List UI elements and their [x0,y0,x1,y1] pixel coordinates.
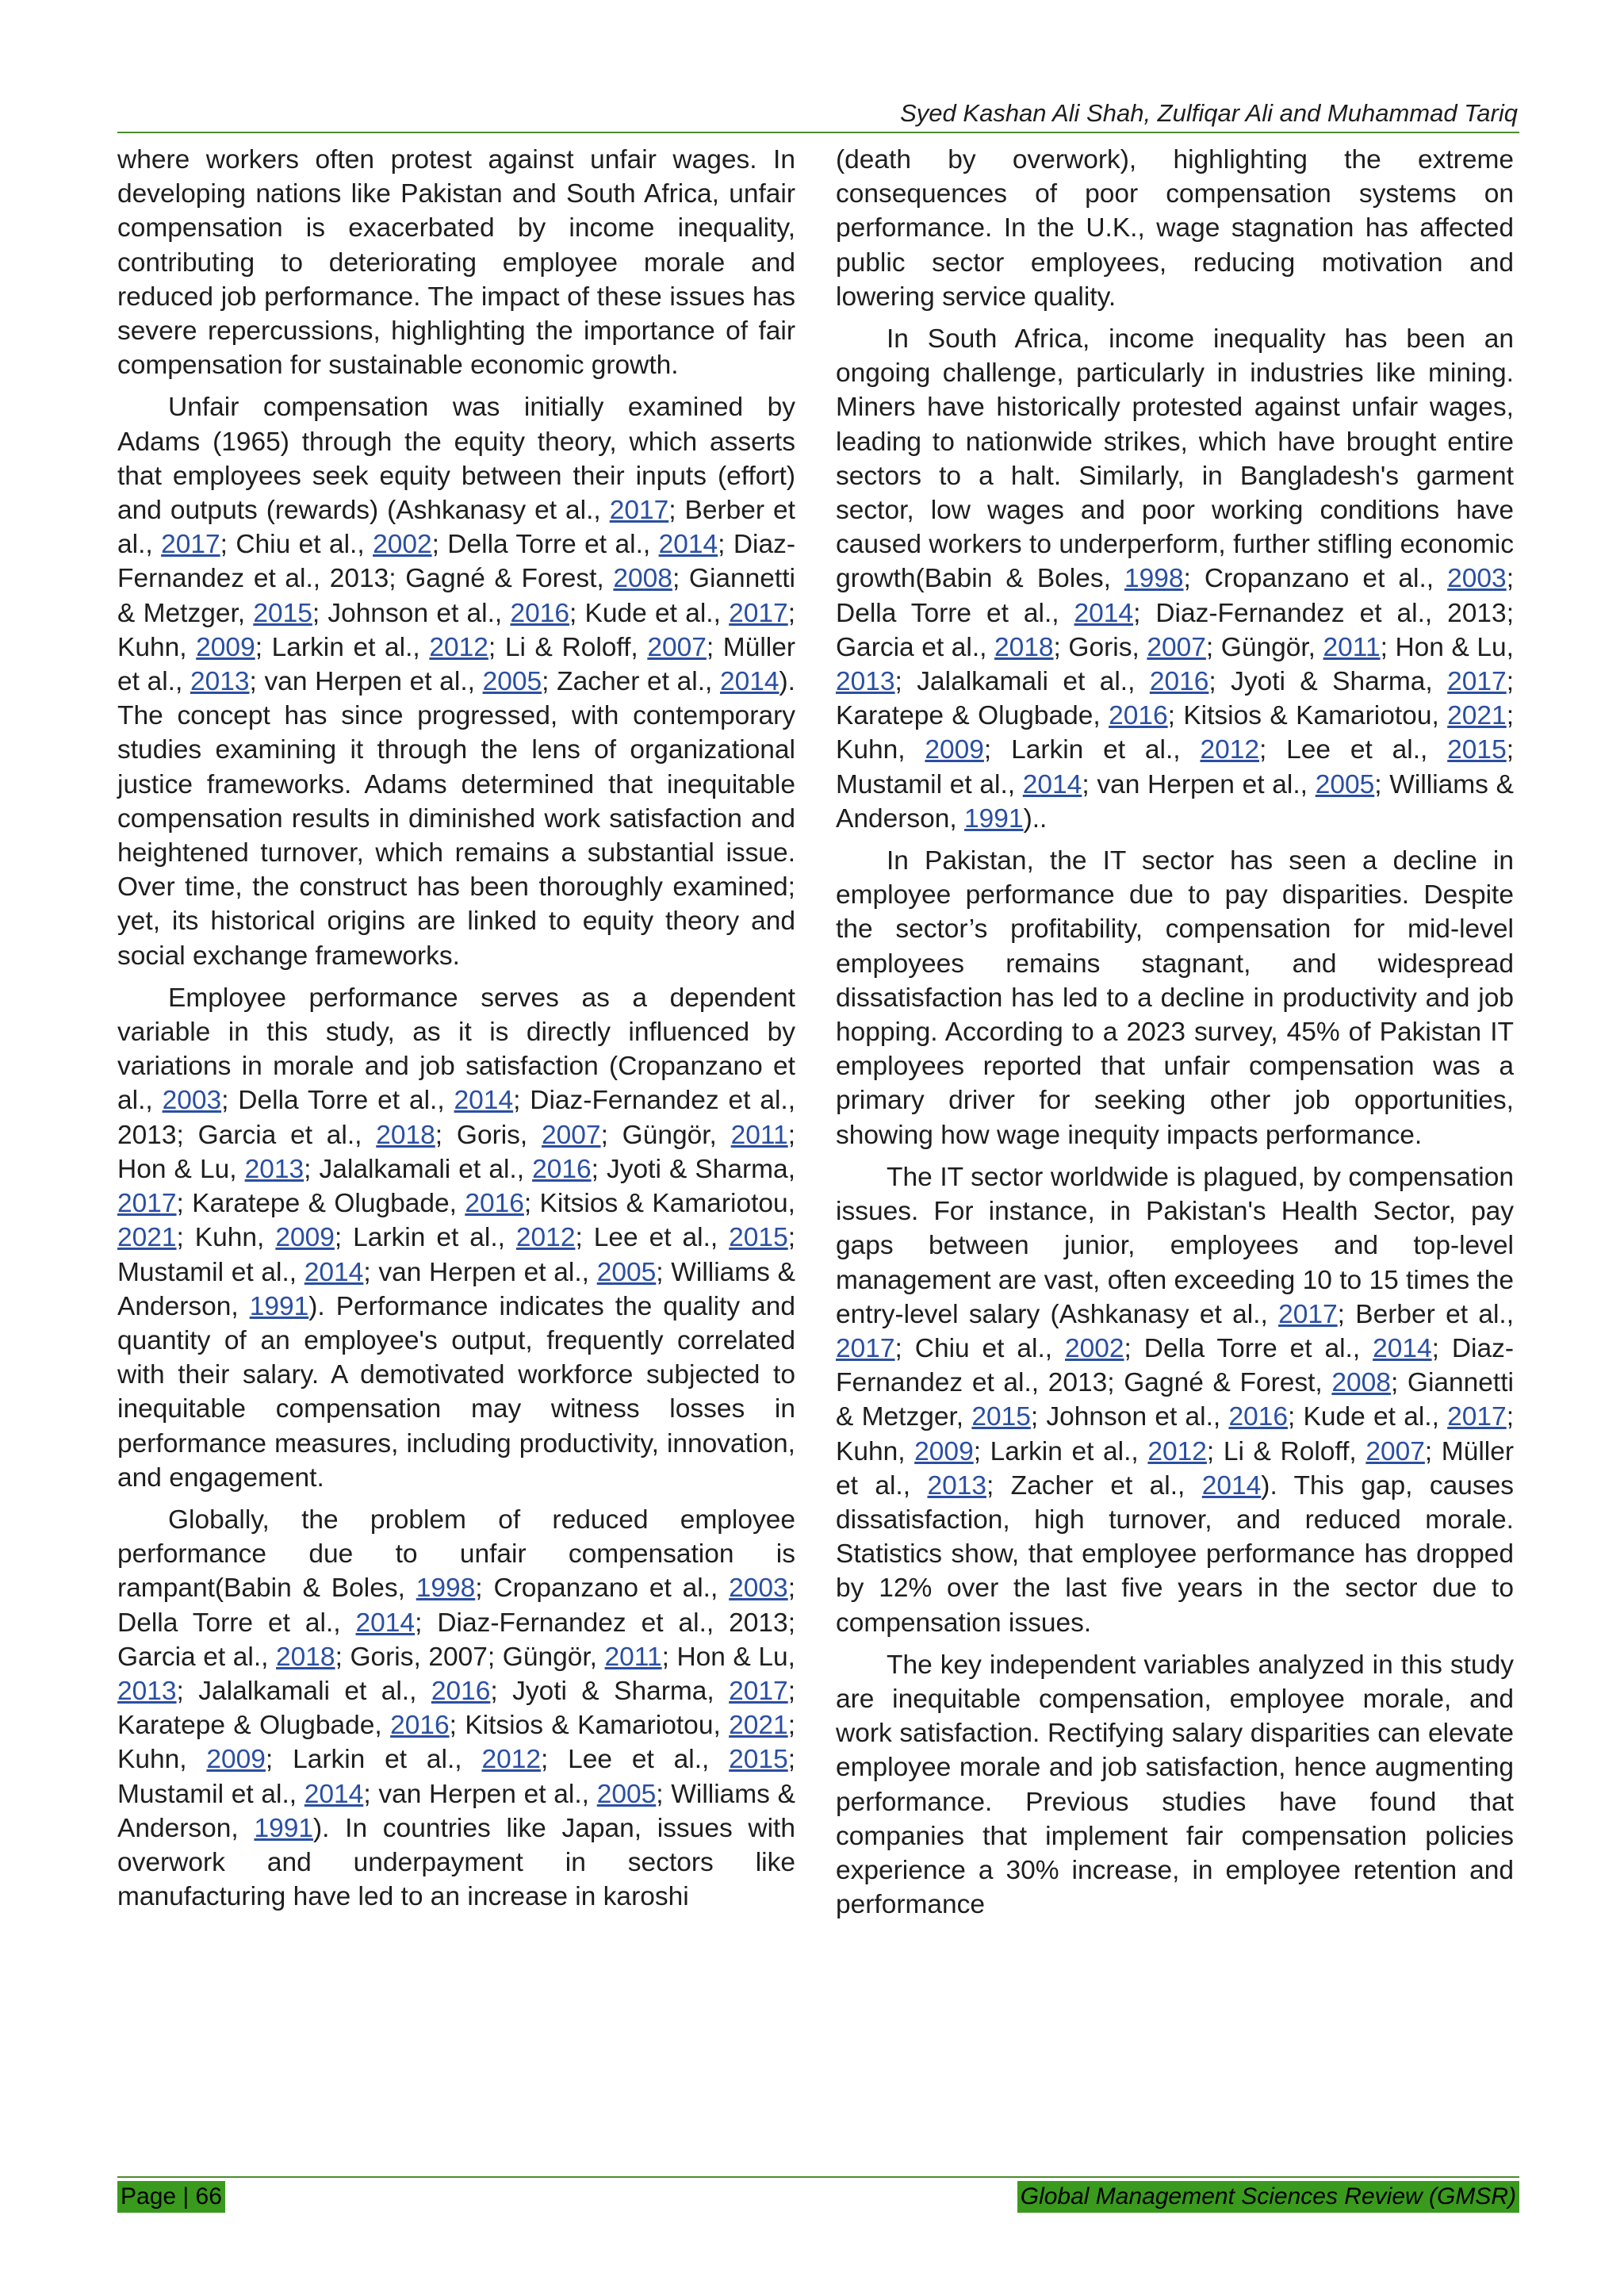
citation-link[interactable]: 2017 [117,1189,177,1219]
paragraph-text: ; Johnson et al., [312,598,511,628]
paragraph-text: ; Kitsios & Kamariotou, [523,1189,795,1219]
citation-link[interactable]: 2012 [1147,1436,1207,1466]
paragraph-text: ; Kude et al., [569,598,730,628]
paragraph-text: ; Zacher et al., [542,667,720,697]
paragraph-text: ; van Herpen et al., [1082,769,1316,799]
paragraph-text: ; Della Torre et al., [836,564,1514,628]
citation-link[interactable]: 2015 [729,1745,788,1775]
paragraph-text: ; Jyoti & Sharma, [490,1676,730,1706]
body-paragraph [117,143,795,382]
body-paragraph [117,981,795,1495]
citation-link[interactable]: 2018 [276,1642,335,1672]
paragraph-text: ; Berber et al., [117,496,795,560]
paragraph-text: (death by overwork), highlighting the extreme consequences of poor compensation systems on performance. In the U.K., wage stagnation has affected public sector employees, reducing motivation and lowering service quality. [836,145,1514,312]
paragraph-text: In South Africa, income inequality has been an ongoing challenge, particularly in industries like mining. Miners have historically protested against unfair wages, leading to nationwide strikes, which have brought entire sectors to a halt. Similarly, in Bangladesh's garment sector, low wages and poor working conditions have caused workers to underperform, further stifling economic growth(Babin & Boles, [836,324,1514,594]
paragraph-text: ; Johnson et al., [1030,1402,1229,1432]
paragraph-text: ; Giannetti & Metzger, [117,564,795,628]
paragraph-text: ; Berber et al., [1337,1299,1515,1329]
paragraph-text: ; Della Torre et al., [117,1573,795,1638]
citation-link[interactable]: 2018 [376,1120,435,1150]
paragraph-text: ; Kuhn, [836,1402,1514,1466]
paragraph-text: ; Goris, [1053,632,1147,662]
footer-divider [117,2176,1519,2178]
paragraph-text: ; Hon & Lu, [661,1642,795,1672]
citation-link[interactable]: 2003 [162,1086,222,1116]
paragraph-text: ; Kude et al., [1287,1402,1448,1432]
citation-link[interactable]: 2016 [1149,667,1209,697]
body-paragraph [836,322,1514,836]
paragraph-text: ; Karatepe & Olugbade, [117,1676,795,1741]
paragraph-text: ; Larkin et al., [334,1223,516,1253]
paragraph-text: Employee performance serves as a dependent variable in this study, as it is directly influenced by variations in morale and job satisfaction (Cropanzano et al., [117,983,795,1116]
paragraph-text: ; Williams & Anderson, [117,1779,795,1843]
citation-link[interactable]: 2017 [1447,1402,1507,1432]
citation-link[interactable]: 2007 [1365,1436,1425,1466]
page-number: Page | 66 [117,2181,225,2213]
citation-link[interactable]: 2016 [390,1711,450,1741]
body-paragraph [836,1648,1514,1922]
citation-link[interactable]: 2017 [729,1676,788,1706]
paragraph-text: ; Kuhn, [176,1223,276,1253]
paragraph-text: ; Della Torre et al., [431,530,659,560]
paragraph-text: ; Jalalkamali et al., [894,667,1150,697]
citation-link[interactable]: 2017 [1278,1299,1338,1329]
paragraph-text: ; Lee et al., [575,1223,730,1253]
paragraph-text: ; Larkin et al., [255,632,430,662]
paragraph-text: ; Jalalkamali et al., [304,1154,533,1184]
citation-link[interactable]: 2011 [1323,632,1381,662]
paragraph-text: ; Kitsios & Kamariotou, [1167,701,1448,731]
paragraph-text: ; Hon & Lu, [117,1120,795,1184]
paragraph-text: ; Diaz-Fernandez et al., 2013; Garcia et al., [836,598,1514,662]
paragraph-text: ; Güngör, [600,1120,731,1150]
paragraph-text: ). This gap, causes dissatisfaction, high turnover, and reduced morale. Statistics show, that employee performance has dropped by 12% over the last five years in the sector due to compensation issues. [836,1470,1514,1638]
citation-link[interactable]: 2012 [515,1223,576,1253]
paragraph-text: ; Cropanzano et al., [475,1573,730,1604]
paragraph-text: ; van Herpen et al., [249,667,483,697]
paragraph-text: ; Müller et al., [117,632,796,697]
citation-link[interactable]: 2016 [465,1189,524,1219]
paragraph-text: ; Kuhn, [117,598,795,662]
paragraph-text: ; Williams & Anderson, [836,769,1514,834]
paragraph-text: ; Diaz-Fernandez et al., 2013; Gagné & Forest, [117,530,796,594]
paragraph-text: ; Larkin et al., [973,1436,1148,1466]
citation-link[interactable]: 2015 [971,1402,1031,1432]
citation-link[interactable]: 2016 [1109,701,1168,731]
paragraph-text: ; Kitsios & Kamariotou, [449,1711,730,1741]
paragraph-text: ; van Herpen et al., [363,1779,597,1809]
paragraph-text: ; Diaz-Fernandez et al., 2013; Gagné & Forest, [836,1333,1514,1398]
paragraph-text: ). In countries like Japan, issues with overwork and underpayment in sectors like manufacturing have led to an increase in karoshi [117,1813,795,1912]
paragraph-text: ; Kuhn, [836,701,1514,765]
citation-link[interactable]: 2012 [1200,735,1259,765]
paragraph-text: ; Kuhn, [117,1711,795,1775]
body-paragraph [836,844,1514,1152]
citation-link[interactable]: 2014 [719,667,779,697]
paragraph-text: ; Diaz-Fernandez et al., 2013; Garcia et al., [117,1086,796,1150]
citation-link[interactable]: 2009 [914,1436,974,1466]
paragraph-text: Globally, the problem of reduced employee performance due to unfair compensation is rampant(Babin & Boles, [117,1504,795,1604]
citation-link[interactable]: 2008 [1331,1368,1391,1398]
citation-link[interactable]: 2015 [253,598,312,628]
paragraph-text: ; Chiu et al., [220,530,373,560]
citation-link[interactable]: 2014 [355,1608,416,1638]
citation-link[interactable]: 2003 [1447,564,1507,594]
citation-link[interactable]: 2016 [510,598,569,628]
paragraph-text: ; Cropanzano et al., [1183,564,1448,594]
citation-link[interactable]: 2017 [609,496,669,526]
citation-link[interactable]: 2014 [304,1257,364,1287]
citation-link[interactable]: 2014 [1022,769,1082,799]
paragraph-text: ; Mustamil et al., [117,1223,796,1287]
paragraph-text: ; Hon & Lu, [1380,632,1514,662]
citation-link[interactable]: 2007 [647,632,707,662]
citation-link[interactable]: 2017 [729,598,788,628]
citation-link[interactable]: 2016 [1228,1402,1288,1432]
citation-link[interactable]: 2014 [1201,1470,1262,1501]
paragraph-text: ; Zacher et al., [986,1470,1202,1501]
paragraph-text: ; Jyoti & Sharma, [591,1154,795,1184]
paragraph-text: ).. [1023,803,1048,834]
citation-link[interactable]: 2021 [117,1223,177,1253]
citation-link[interactable]: 2014 [1074,598,1134,628]
citation-link[interactable]: 2015 [729,1223,788,1253]
paragraph-text: ; Della Torre et al., [1124,1333,1373,1363]
citation-link[interactable]: 2013 [836,667,895,697]
text-column-right [836,143,1514,1930]
citation-link[interactable]: 2018 [994,632,1054,662]
citation-link[interactable]: 2012 [429,632,488,662]
paragraph-text: ; Karatepe & Olugbade, [836,667,1514,731]
citation-link[interactable]: 2021 [729,1711,788,1741]
citation-link[interactable]: 2013 [244,1154,304,1184]
body-paragraph [117,390,795,972]
citation-link[interactable]: 2013 [927,1470,986,1501]
paragraph-text: ). The concept has since progressed, with contemporary studies examining it through the lens of organizational justice frameworks. Adams determined that inequitable compensation results in diminished work satisfaction and heightened turnover, which remains a substantial issue. Over time, the construct has been thoroughly examined; yet, its historical origins are linked to equity theory and social exchange frameworks. [117,667,795,971]
paragraph-text: ; Diaz-Fernandez et al., 2013; Garcia et al., [117,1608,795,1672]
running-header-authors: Syed Kashan Ali Shah, Zulfiqar Ali and Muhammad Tariq [900,99,1518,127]
citation-link[interactable]: 2014 [454,1086,514,1116]
paragraph-text: ; Li & Roloff, [488,632,648,662]
citation-link[interactable]: 1998 [416,1573,476,1604]
citation-link[interactable]: 2017 [1447,667,1507,697]
paragraph-text: ; Karatepe & Olugbade, [176,1189,465,1219]
citation-link[interactable]: 2014 [304,1779,364,1809]
citation-link[interactable]: 2014 [658,530,718,560]
paragraph-text: The IT sector worldwide is plagued, by compensation issues. For instance, in Pakistan's Health Sector, pay gaps between junior, employees and top-level management are vast, often exceeding 10 to 15 times the entry-level salary (Ashkanasy et al., [836,1162,1514,1329]
paragraph-text: ; Li & Roloff, [1206,1436,1366,1466]
body-paragraph [117,1503,795,1914]
citation-link[interactable]: 2013 [117,1676,177,1706]
paragraph-text: ; Williams & Anderson, [117,1257,795,1321]
paragraph-text: ; Lee et al., [540,1745,730,1775]
paragraph-text: ; Mustamil et al., [836,735,1515,799]
citation-link[interactable]: 2005 [596,1257,657,1287]
paragraph-text: ). Performance indicates the quality and quantity of an employee's output, frequently correlated with their salary. A demotivated workforce subjected to inequitable compensation may witness losses in performance measures, including productivity, innovation, and engagement. [117,1291,795,1493]
citation-link[interactable]: 1991 [254,1813,313,1843]
citation-link[interactable]: 2011 [730,1120,788,1150]
citation-link[interactable]: 2009 [275,1223,335,1253]
citation-link[interactable]: 2009 [206,1745,266,1775]
paragraph-text: ; van Herpen et al., [363,1257,597,1287]
paragraph-text: ; Larkin et al., [265,1745,482,1775]
citation-link[interactable]: 2003 [729,1573,788,1604]
body-paragraph [836,1160,1514,1640]
paragraph-text: ; Güngör, [1205,632,1323,662]
citation-link[interactable]: 2007 [1147,632,1206,662]
paragraph-text: ; Müller et al., [836,1436,1515,1501]
citation-link[interactable]: 2013 [190,667,250,697]
citation-link[interactable]: 2016 [532,1154,592,1184]
paragraph-text: In Pakistan, the IT sector has seen a decline in employee performance due to pay disparities. Despite the sector’s profitability, compensation for mid-level employees remains stagnant, and widespread dissatisfaction has led to a decline in productivity and job hopping. According to a 2023 survey, 45% of Pakistan IT employees reported that unfair compensation was a primary driver for seeking other job opportunities, showing how wage inequity impacts performance. [836,846,1514,1150]
paragraph-text: ; Lee et al., [1258,735,1448,765]
text-column-left [117,143,795,1922]
header-divider [117,132,1519,133]
citation-link[interactable]: 2007 [542,1120,601,1150]
paragraph-text: where workers often protest against unfair wages. In developing nations like Pakistan and South Africa, unfair compensation is exacerbated by income inequality, contributing to deteriorating employee morale and reduced job performance. The impact of these issues has severe repercussions, highlighting the importance of fair compensation for sustainable economic growth. [117,145,795,381]
citation-link[interactable]: 2005 [596,1779,657,1809]
paragraph-text: ; Mustamil et al., [117,1745,796,1809]
citation-link[interactable]: 2014 [1373,1333,1432,1363]
citation-link[interactable]: 2017 [836,1333,895,1363]
citation-link[interactable]: 1991 [249,1291,309,1321]
citation-link[interactable]: 2002 [1065,1333,1124,1363]
paragraph-text: Unfair compensation was initially examined by Adams (1965) through the equity theory, which asserts that employees seek equity between their inputs (effort) and outputs (rewards) (Ashkanasy et al., [117,393,795,526]
paragraph-text: ; Goris, [435,1120,542,1150]
citation-link[interactable]: 2015 [1447,735,1507,765]
paragraph-text: ; Della Torre et al., [221,1086,454,1116]
citation-link[interactable]: 2009 [925,735,984,765]
paragraph-text: The key independent variables analyzed in this study are inequitable compensation, employee morale, and work satisfaction. Rectifying salary disparities can elevate employee morale and job satisfaction, hence augmenting performance. Previous studies have found that companies that implement fair compensation policies experience a 30% increase, in employee retention and performance [836,1650,1514,1920]
citation-link[interactable]: 2009 [196,632,255,662]
citation-link[interactable]: 2005 [1315,769,1375,799]
citation-link[interactable]: 2005 [482,667,542,697]
paragraph-text: ; Jyoti & Sharma, [1208,667,1448,697]
body-paragraph [836,143,1514,314]
citation-link[interactable]: 2002 [373,530,432,560]
paragraph-text: ; Giannetti & Metzger, [836,1368,1514,1432]
paragraph-text: ; Larkin et al., [983,735,1201,765]
journal-name: Global Management Sciences Review (GMSR) [1017,2181,1519,2213]
citation-link[interactable]: 2008 [613,564,672,594]
citation-link[interactable]: 2012 [481,1745,541,1775]
citation-link[interactable]: 1991 [964,803,1024,834]
paragraph-text: ; Jalalkamali et al., [176,1676,431,1706]
citation-link[interactable]: 2017 [161,530,220,560]
citation-link[interactable]: 2016 [431,1676,491,1706]
citation-link[interactable]: 1998 [1124,564,1184,594]
citation-link[interactable]: 2021 [1447,701,1507,731]
paragraph-text: ; Goris, 2007; Güngör, [335,1642,605,1672]
paragraph-text: ; Chiu et al., [894,1333,1065,1363]
citation-link[interactable]: 2011 [604,1642,662,1672]
